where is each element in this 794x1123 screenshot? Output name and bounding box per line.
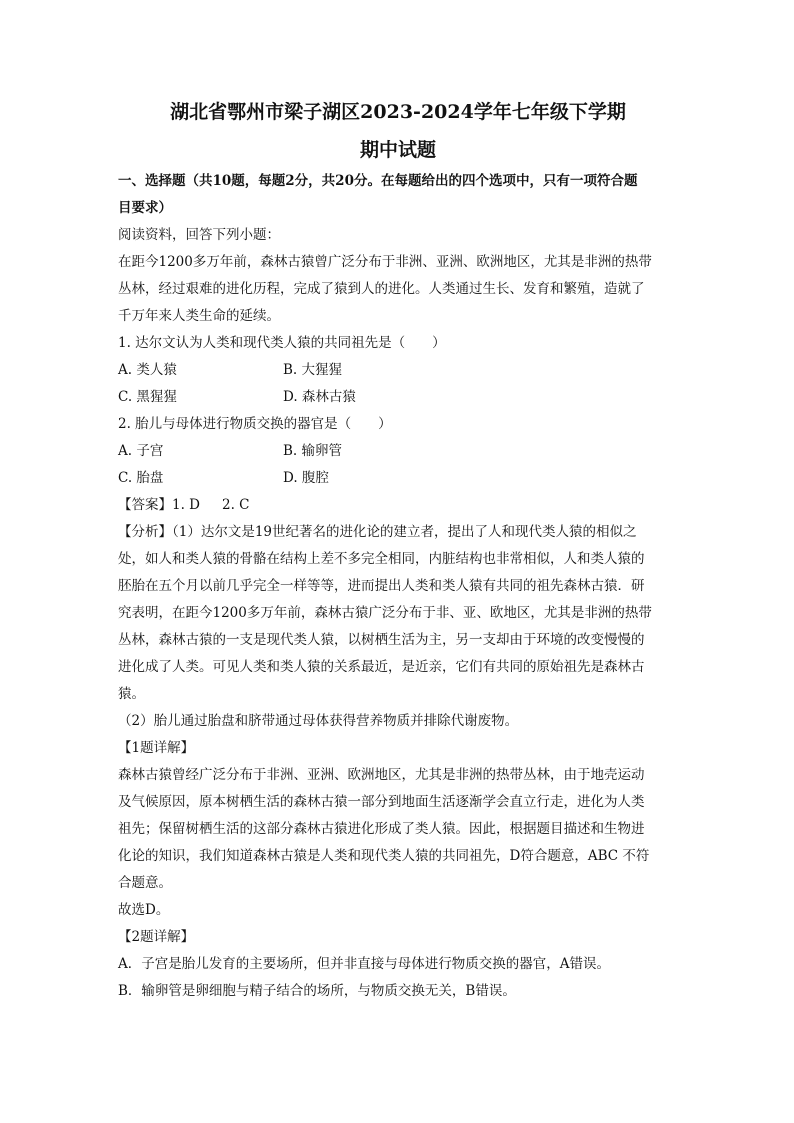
- detail-2-line: A．子宫是胎儿发育的主要场所，但并非直接与母体进行物质交换的器官，A错误。: [118, 956, 610, 972]
- reading-instruction: 阅读资料，回答下列小题：: [118, 227, 280, 243]
- q1-option-d: D. 森林古猿: [283, 389, 356, 405]
- analysis-line: 究表明，在距今1200多万年前，森林古猿广泛分布于非、亚、欧地区，尤其是非洲的热带: [118, 605, 652, 621]
- detail-1-line: 祖先；保留树栖生活的这部分森林古猿进化形成了类人猿。因此，根据题目描述和生物进: [118, 821, 645, 837]
- passage-line: 在距今1200多万年前，森林古猿曾广泛分布于非洲、亚洲、欧洲地区，尤其是非洲的热带: [118, 254, 652, 270]
- question-1-stem: 1. 达尔文认为人类和现代类人猿的共同祖先是（ ）: [118, 335, 446, 351]
- answer-label: 【答案】: [118, 497, 172, 513]
- detail-1-line: 化论的知识，我们知道森林古猿是人类和现代类人猿的共同祖先，D符合题意，ABC 不符: [118, 848, 650, 864]
- passage-line: 丛林，经过艰难的进化历程，完成了猿到人的进化。人类通过生长、发育和繁殖，造就了: [118, 281, 645, 297]
- q2-option-d: D. 腹腔: [283, 470, 329, 486]
- q1-option-b: B. 大猩猩: [283, 362, 343, 378]
- analysis-line: 猿。: [118, 686, 145, 702]
- passage-line: 千万年来人类生命的延续。: [118, 308, 280, 324]
- title-line-1: 湖北省鄂州市梁子湖区2023-2024学年七年级下学期: [170, 101, 626, 123]
- q1-option-c: C. 黑猩猩: [118, 389, 177, 405]
- analysis-line: 胚胎在五个月以前几乎完全一样等等，进而提出人类和类人猿有共同的祖先森林古猿．研: [118, 578, 645, 594]
- q1-option-a: A. 类人猿: [118, 362, 177, 378]
- section-heading-line-1: 一、选择题（共10题，每题2分，共20分。在每题给出的四个选项中，只有一项符合题: [118, 173, 638, 189]
- q2-option-c: C. 胎盘: [118, 470, 164, 486]
- detail-1-heading: 【1题详解】: [118, 740, 195, 756]
- detail-1-line: 故选D。: [118, 902, 170, 918]
- detail-1-line: 合题意。: [118, 875, 172, 891]
- detail-1-line: 森林古猿曾经广泛分布于非洲、亚洲、欧洲地区，尤其是非洲的热带丛林，由于地壳运动: [118, 767, 645, 783]
- answer-2: 2. C: [222, 497, 250, 513]
- question-2-stem: 2. 胎儿与母体进行物质交换的器官是（ ）: [118, 416, 392, 432]
- section-heading-line-2: 目要求）: [118, 200, 172, 216]
- detail-1-line: 及气候原因，原本树栖生活的森林古猿一部分到地面生活逐渐学会直立行走，进化为人类: [118, 794, 645, 810]
- analysis-line: 进化成了人类。可见人类和类人猿的关系最近，是近亲，它们有共同的原始祖先是森林古: [118, 659, 645, 675]
- q2-option-b: B. 输卵管: [283, 443, 343, 459]
- analysis-line: 丛林，森林古猿的一支是现代类人猿，以树栖生活为主，另一支却由于环境的改变慢慢的: [118, 632, 645, 648]
- question-1-options-row-1: [118, 357, 678, 384]
- question-1-options-row-2: [118, 384, 678, 411]
- detail-2-line: B．输卵管是卵细胞与精子结合的场所，与物质交换无关，B错误。: [118, 983, 516, 999]
- question-2-options-row-2: [118, 465, 678, 492]
- analysis-line: 【分析】（1）达尔文是19世纪著名的进化论的建立者，提出了人和现代类人猿的相似之: [118, 524, 637, 540]
- exam-page: [118, 100, 678, 1005]
- q2-option-a: A. 子宫: [118, 443, 164, 459]
- analysis-line: 处，如人和类人猿的骨骼在结构上差不多完全相同，内脏结构也非常相似，人和类人猿的: [118, 551, 645, 567]
- answer-1: 1. D: [172, 497, 200, 513]
- title-line-2: 期中试题: [359, 139, 436, 161]
- detail-2-heading: 【2题详解】: [118, 929, 195, 945]
- question-2-options-row-1: [118, 438, 678, 465]
- analysis-line: （2）胎儿通过胎盘和脐带通过母体获得营养物质并排除代谢废物。: [118, 713, 519, 729]
- answer-line: [118, 492, 678, 519]
